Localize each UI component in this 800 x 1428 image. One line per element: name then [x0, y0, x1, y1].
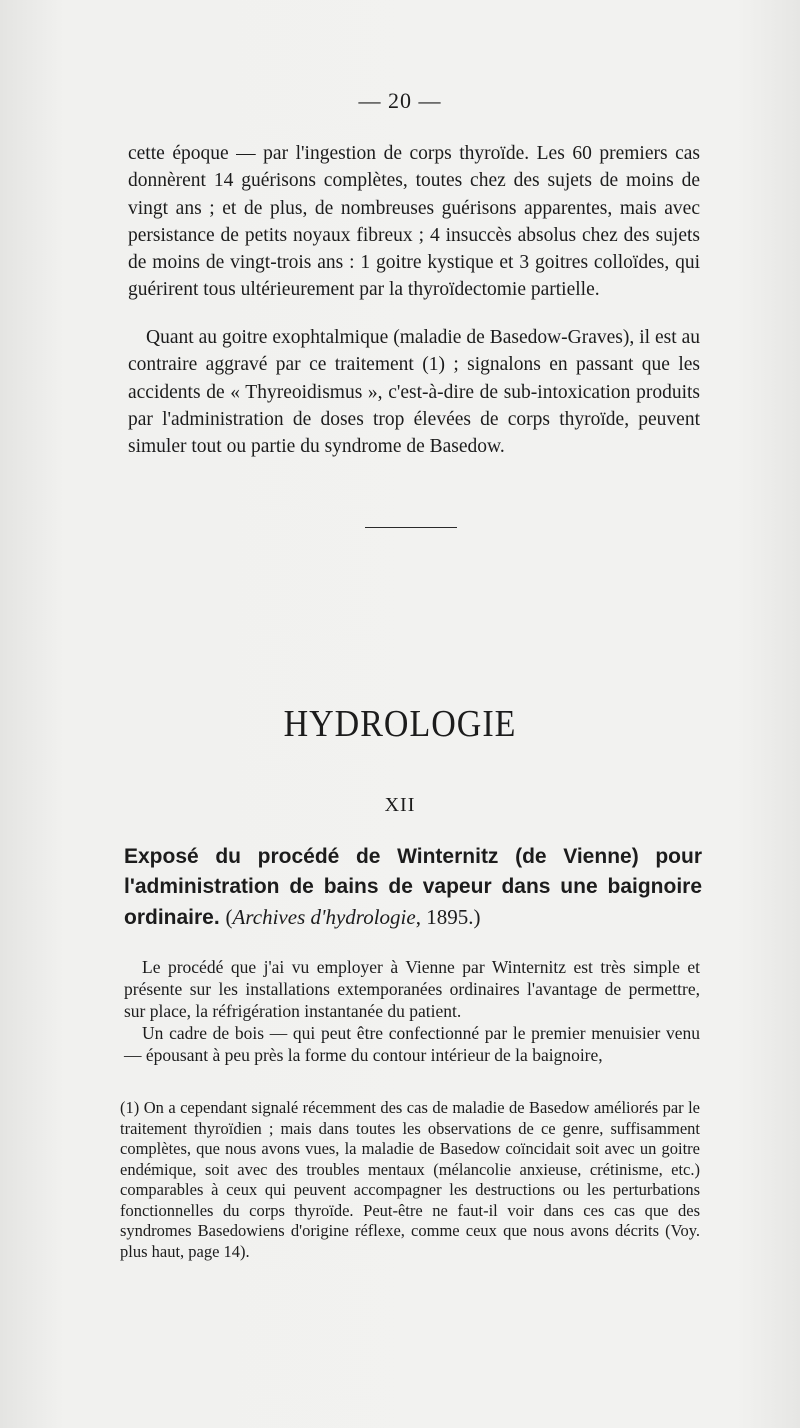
source-open: (	[225, 905, 233, 929]
article-body-paragraph-1: Le procédé que j'ai vu employer à Vienne par Winternitz est très simple et présente sur les installations extemporanées ordinaires l'avantage de permettre, sur place, la réfrigération instantanée du patient.	[124, 957, 700, 1021]
article-source	[226, 905, 481, 929]
article-number: XII	[384, 794, 416, 816]
article-body-paragraph-2: Un cadre de bois — qui peut être confectionné par le premier menuisier venu — épousant à peu près la forme du contour intérieur de la baignoire,	[124, 1023, 700, 1065]
article-title: Exposé du procédé de Winternitz (de Vienne) pour l'administration de bains de vapeur dans une baignoire ordinaire.	[124, 845, 702, 929]
page-number: — 20 —	[358, 88, 442, 113]
section-title: HYDROLOGIE	[283, 703, 517, 746]
article-body	[124, 956, 700, 1066]
source-journal: Archives d'hydrologie	[232, 905, 416, 929]
footnote-mark: (1)	[120, 1098, 140, 1117]
footnote	[120, 1098, 700, 1262]
footnote-text: On a cependant signalé récemment des cas de maladie de Basedow améliorés par le traitement thyroïdien ; mais dans toutes les observations de ce genre, suffisamment complètes, que nous avons vues, la maladie de Basedow coïncidait soit avec un goitre endémique, soit avec des troubles mentaux (mélancolie anxieuse, crétinisme, etc.) comparables à ceux qui peuvent accompagner les destructions ou les perturbations fonctionnelles du corps thyroïde. Peut-être ne faut-il voir dans ces cas que des syndromes Basedowiens d'origine réflexe, comme ceux que nous avons décrits (Voy. plus haut, page 14).	[120, 1098, 700, 1261]
article-title-block	[124, 842, 702, 933]
section-divider	[365, 527, 457, 528]
source-year: , 1895.)	[415, 905, 481, 929]
paragraph-exophthalmic-goitre: Quant au goitre exophtalmique (maladie de Basedow-Graves), il est au contraire aggravé par ce traitement (1) ; signalons en passant que les accidents de « Thyreoidismus », c'est-à-dire de sub-intoxication produits par l'administration de doses trop élevées de corps thyroïde, peuvent simuler tout ou partie du syndrome de Basedow.	[128, 327, 700, 458]
paragraph-goitre-results: cette époque — par l'ingestion de corps thyroïde. Les 60 premiers cas donnèrent 14 guérisons complètes, toutes chez des sujets de moins de vingt ans ; et de plus, de nombreuses guérisons apparentes, mais avec persistance de petits noyaux fibreux ; 4 insuccès absolus chez des sujets de moins de vingt-trois ans : 1 goitre kystique et 3 goitres colloïdes, qui guérirent tous ultérieurement par la thyroïdectomie partielle.	[128, 143, 700, 301]
